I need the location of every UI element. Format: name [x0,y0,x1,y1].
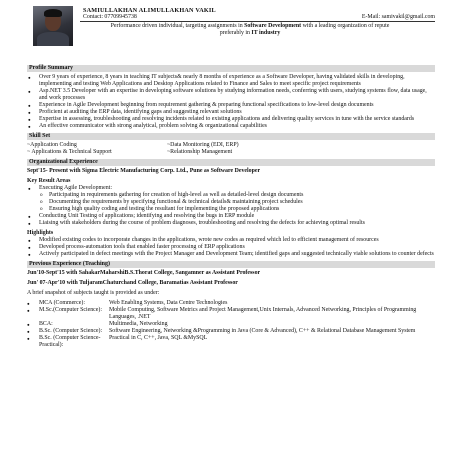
sub-list-item: o Documenting the requirements by specifying functional & technical details& maintaining project schedules [27,199,435,206]
list-item: ● Executing Agile Development: [27,185,435,192]
job-previous-1: Jun'10-Sept'15 with SahakarMaharshiB.S.Thorat College, Sangamner as Assistant Professor [27,269,261,276]
subject-desc: Web Enabling Systems, Data Centre Technologies [109,299,228,306]
list-item: ● Expertise in assessing, troubleshooting and resolving incidents related to existing applications and delivering quality services in tune with the service standards [27,116,435,123]
job-previous-2: Jun' 07-Apr'10 with TuljaramChaturchand College, Baramatias Assistant Professor [27,279,238,286]
subjects-table [27,300,435,349]
list-item: ● Developed process-automation tools that enabled faster processing of ERP applications [27,244,435,251]
subject-desc: Software Engineering, Networking &Programming in Java (Core & Advanced), C++ & Relational Database Management System [109,327,416,334]
subject-course: M.Sc.(Computer Science): [39,306,102,313]
job-current: Sept'15- Present with Sigma Electric Manufacturing Corp. Ltd., Pune as Software Developer [27,167,261,174]
highlights-list [27,237,435,258]
list-item: ● Asp.NET 3.5 Developer with an expertise in developing software solutions by studying information needs, conferring with users, studying systems flow, data usage, and work processes [27,88,435,102]
section-header-organizational: Organizational Experience [27,159,435,167]
list-item: ● Proficient at auditing the ERP data, identifying gaps and suggesting relevant solutions [27,109,435,116]
kra-heading: Key Result Areas [27,177,71,184]
subject-desc: Mobile Computing, Software Metrics and Project Management,Unix Internals, Advanced Networking, Principles of Programming Languages, .NET [109,306,417,320]
skills-column-left [27,142,167,156]
sub-list-item: o Ensuring high quality coding and testing the resultant for implementing the proposed applications [27,206,435,213]
subjects-intro: A brief snapshot of subjects taught is provided as under: [27,289,160,296]
bullet: ● [27,335,30,341]
list-item: ● An effective communicator with strong analytical, problem solving & organizational capabilities [27,123,435,130]
subject-course: B.Sc. (Computer Science): [39,327,103,334]
section-header-profile: Profile Summary [27,65,435,73]
subject-course: BCA: [39,320,53,327]
skills-grid [27,142,435,156]
subject-course: MCA (Commerce): [39,299,85,306]
skill-item: ~Data Monitoring (EDI, ERP) [167,141,239,148]
subject-desc: Practical in C, C++, Java, SQL &MySQL [109,334,208,341]
section-header-previous: Previous Experience (Teaching) [27,261,435,269]
list-item: ● Over 9 years of experience, 8 years in teaching IT subjects& nearly 8 months of experience as a Software Developer, having validated skills in developing, implementing and testing Web Applications and Desktop Applications related to Finance and Sales to meet specific project requirements [27,74,435,88]
list-item: ● Modified existing codes to incorporate changes in the applications, wrote new codes as required which led to efficient management of resources [27,237,435,244]
header-divider [80,21,435,22]
resume-body [27,62,435,349]
bullet: ● [27,328,30,334]
section-header-skills: Skill Set [27,133,435,141]
sub-list-item: o Participating in requirements gathering for creation of high-level as well as detailed-level design documents [27,192,435,199]
skill-item: ~Application Coding [27,141,77,148]
contact-phone: Contact: 07709945738 [83,14,137,20]
skill-item: ~ Applications & Technical Support [27,148,112,155]
profile-list [27,74,435,130]
career-objective: Performance driven individual, targeting assignments in Software Development with a leading organization of repute preferably in IT industry [110,23,390,36]
kra-list [27,185,435,227]
bullet: ● [27,300,30,306]
subject-course: B.Sc. (Computer Science-Practical): [39,334,101,348]
skills-column-right [167,142,307,156]
subject-desc: Multimedia, Networking [109,320,168,327]
list-item: ● Conducting Unit Testing of applications; identifying and resolving the bugs in ERP module [27,213,435,220]
candidate-name: SAMIULLAKHAN ALIMULLAKHAN VAKIL [83,7,216,14]
bullet: ● [27,321,30,327]
profile-photo [33,6,73,46]
contact-email: E-Mail: samivakil@gmail.com [361,14,435,20]
highlights-heading: Highlights [27,229,54,236]
bullet: ● [27,307,30,313]
list-item: ● Actively participated in defect meetings with the Project Manager and Development Team; identified gaps and suggested technically viable solutions to counter defects [27,251,435,258]
skill-item: ~Relationship Management [167,148,233,155]
list-item: ● Liaising with stakeholders during the course of problem diagnoses, troubleshooting and resolving the defects for achieving optimal results [27,220,435,227]
list-item: ● Experience in Agile Development beginning from requirement gathering & preparing functional specifications to low-level design documents [27,102,435,109]
